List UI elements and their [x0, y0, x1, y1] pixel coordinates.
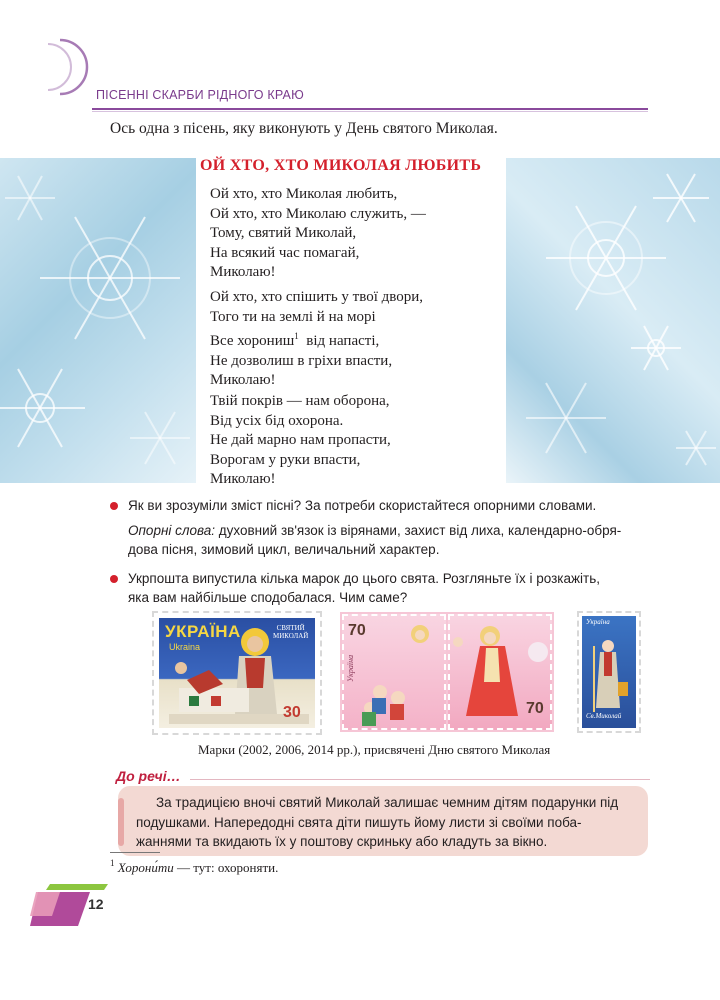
stamps-caption: Марки (2002, 2006, 2014 рр.), присвячені Дню святого Миколая — [198, 742, 551, 757]
song-title: ОЙ ХТО, ХТО МИКОЛАЯ ЛЮБИТЬ — [200, 157, 482, 174]
bullet-icon — [110, 575, 118, 583]
stamp-title: Св.Миколай — [586, 712, 622, 720]
verse-line-part: Все хорониш — [210, 333, 295, 350]
bullet-icon — [110, 502, 118, 510]
page-corner-decoration-icon — [30, 880, 120, 930]
footnote-mark: 1 — [110, 858, 115, 868]
chapter-title: ПІСЕННІ СКАРБИ РІДНОГО КРАЮ — [96, 88, 304, 102]
verse-3 — [210, 392, 391, 490]
footnote — [110, 858, 278, 876]
verse-line: Миколаю! — [210, 264, 276, 281]
snowflake-illustration-left — [0, 158, 196, 483]
header-divider — [92, 108, 648, 110]
support-text-1: духовний зв'язок із вірянами, захист від лиха, календарно-обря- — [215, 523, 622, 538]
stamp-country-latin: Ukraina — [169, 642, 201, 652]
verse-line: Твій покрів — нам оборона, — [210, 393, 390, 409]
verse-line: Миколаю! — [210, 471, 276, 488]
did-you-know-line: жаннями та вкидають їх у поштову скриньку або кладуть за вікно. — [136, 834, 548, 849]
verse-line: Ой хто, хто Миколая любить, — [210, 186, 398, 202]
question-2-line-1: Укрпошта випустила кілька марок до цього свята. Розгляньте їх і розкажіть, — [128, 571, 600, 586]
stamp-country: Україна — [586, 618, 610, 626]
footnote-marker: 1 — [294, 331, 299, 342]
verse-line: Ой хто, хто Миколаю служить, — — [210, 205, 426, 222]
footnote-term: Хорони́ти — [117, 860, 174, 875]
snowflake-illustration-right — [506, 158, 720, 483]
did-you-know-line: За традицією вночі святий Миколай залишає чемним дітям подарунки під — [156, 795, 619, 810]
verse-line: Миколаю! — [210, 372, 276, 389]
stamp-country: УКРАЇНА — [165, 622, 241, 641]
stamp-value: 30 — [283, 704, 301, 721]
children-angels-illustration — [340, 612, 554, 732]
question-2 — [128, 569, 600, 607]
decorative-arc-icon — [42, 38, 100, 96]
footnote-divider — [110, 852, 160, 853]
verse-line: Від усіх бід охорона. — [210, 412, 344, 429]
verse-line — [210, 327, 423, 352]
stamp-country: Україна — [346, 654, 355, 682]
verse-line: На всякий час помагай, — [210, 244, 360, 261]
verse-1 — [210, 185, 426, 283]
question-2-line-2: яка вам найбільше сподобалася. Чим саме? — [128, 590, 408, 605]
intro-text: Ось одна з пісень, яку виконують у День святого Миколая. — [110, 120, 498, 137]
verse-2 — [210, 288, 423, 391]
stamp-2002 — [153, 612, 321, 734]
stamp-2014 — [578, 612, 640, 732]
verse-line-part: від напасті, — [306, 333, 380, 350]
verse-line: Не дай марно нам пропасти, — [210, 432, 391, 449]
verse-line: Того ти на землі й на морі — [210, 308, 376, 325]
did-you-know-accent-bar — [118, 798, 124, 846]
stamp-value: 70 — [526, 700, 544, 717]
verse-line: Ворогам у руки впасти, — [210, 451, 361, 468]
footnote-definition: — тут: охороняти. — [173, 860, 279, 875]
stamp-title-line: СВЯТИЙ — [276, 624, 305, 632]
stamp-2006-pair — [340, 612, 554, 732]
did-you-know-line: подушками. Напередодні свята діти пишуть йому листи зі своїми поба- — [136, 814, 582, 830]
verse-line: Ой хто, хто спішить у твої двори, — [210, 289, 423, 305]
did-you-know-text — [136, 793, 634, 852]
support-words — [128, 521, 621, 559]
page-number: 12 — [88, 896, 104, 912]
stamp-value: 70 — [348, 622, 366, 639]
support-text-2: дова пісня, зимовий цикл, величальний характер. — [128, 542, 440, 557]
did-you-know-label: До речі… — [116, 768, 181, 784]
did-you-know-divider — [190, 779, 650, 780]
header-divider-light — [92, 111, 648, 112]
verse-line: Тому, святий Миколай, — [210, 225, 357, 242]
stamp-title-line: МИКОЛАЙ — [273, 632, 309, 640]
question-1: Як ви зрозуміли зміст пісні? За потреби скористайтеся опорними словами. — [128, 498, 597, 513]
verse-line: Не дозволиш в гріхи впасти, — [210, 352, 393, 369]
support-label: Опорні слова: — [128, 523, 216, 538]
